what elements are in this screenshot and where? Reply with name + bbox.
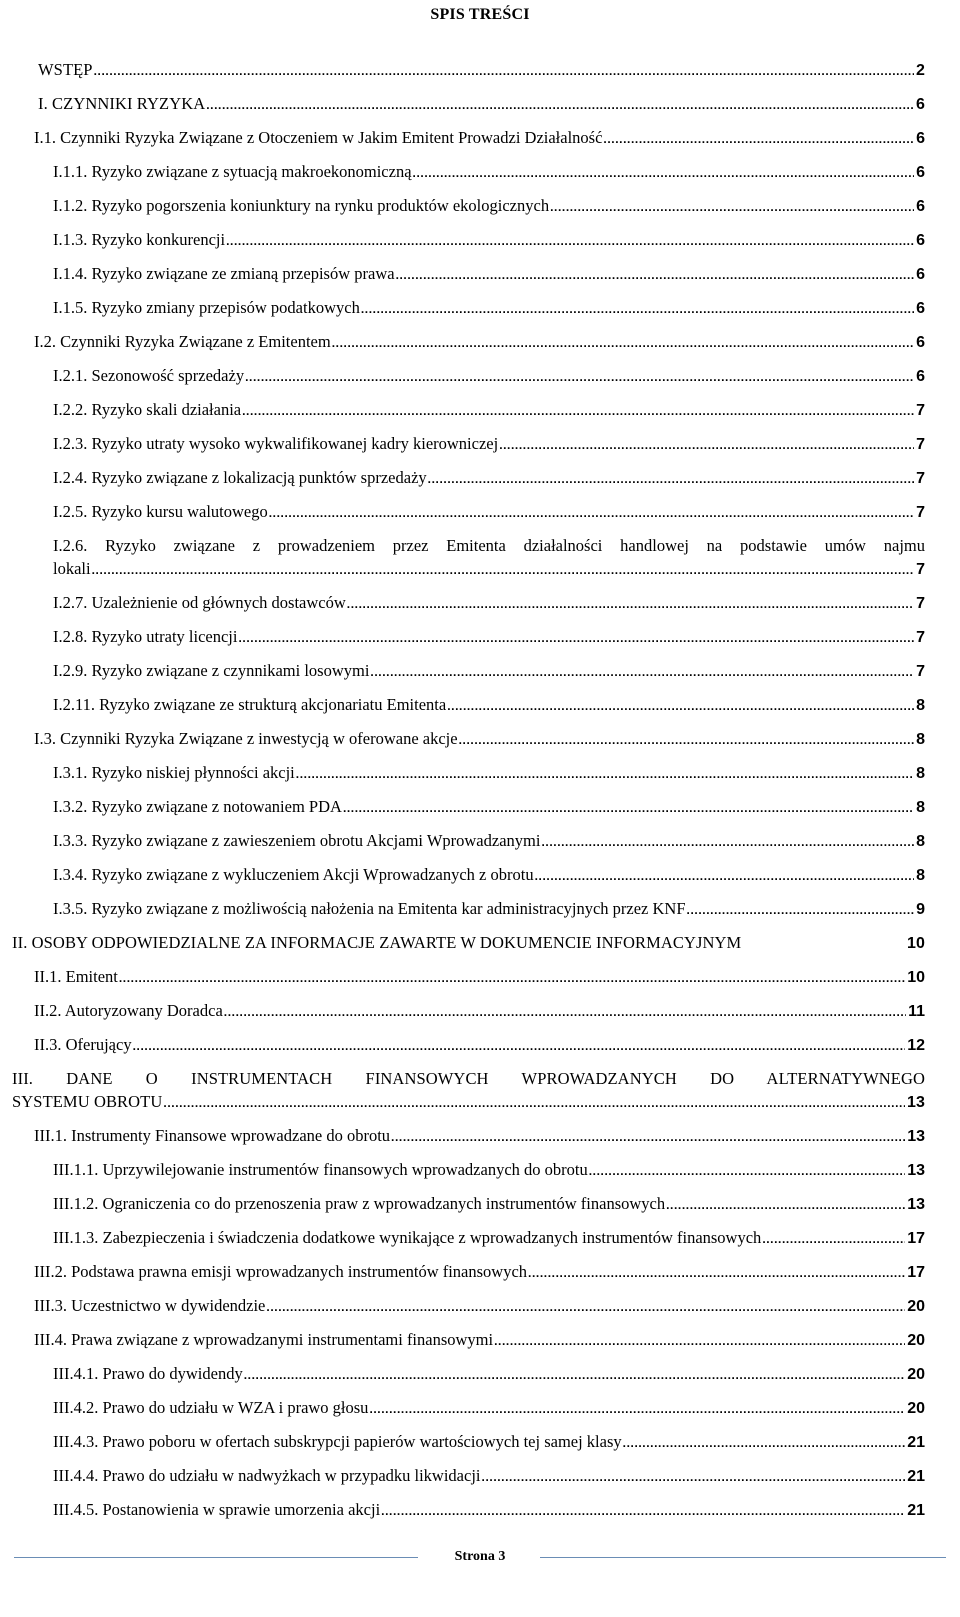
toc-entry-page: 13 xyxy=(907,1094,925,1111)
toc-entry[interactable] xyxy=(53,296,925,321)
dot-leader xyxy=(226,230,914,253)
toc-entry[interactable] xyxy=(34,1294,925,1319)
toc-entry-label-cont: lokali xyxy=(53,559,91,578)
toc-entry-page: 7 xyxy=(916,595,925,612)
toc-entry-label: I.3.2. Ryzyko związane z notowaniem PDA xyxy=(53,797,342,816)
toc-entry-label: I.1. Czynniki Ryzyka Związane z Otoczeniem w Jakim Emitent Prowadzi Działalność xyxy=(34,128,603,147)
toc-entry-label: III. DANE O INSTRUMENTACH FINANSOWYCH WPROWADZANYCH DO ALTERNATYWNEGO xyxy=(12,1069,925,1088)
toc-entry[interactable] xyxy=(34,126,925,151)
dot-leader xyxy=(482,1466,906,1489)
toc-entry-label: III.1. Instrumenty Finansowe wprowadzane do obrotu xyxy=(34,1126,391,1145)
toc-entry[interactable] xyxy=(34,1033,925,1058)
dot-leader xyxy=(535,865,915,888)
toc-entry-label: I.3.5. Ryzyko związane z możliwością nałożenia na Emitenta kar administracyjnych przez KNF xyxy=(53,899,686,918)
dot-leader xyxy=(94,60,914,83)
dot-leader xyxy=(369,1398,905,1421)
toc-entry-label: I.2.5. Ryzyko kursu walutowego xyxy=(53,502,268,521)
toc-entry-page: 8 xyxy=(916,731,925,748)
toc-entry-page: 13 xyxy=(907,1162,925,1179)
toc-entry-page: 8 xyxy=(916,799,925,816)
toc-entry[interactable] xyxy=(53,1158,925,1183)
toc-entry-label: I.2.2. Ryzyko skali działania xyxy=(53,400,242,419)
dot-leader xyxy=(499,434,914,457)
toc-entry-page: 8 xyxy=(916,765,925,782)
dot-leader xyxy=(370,661,914,684)
toc-entry-page: 12 xyxy=(907,1037,925,1054)
toc-entry[interactable] xyxy=(53,863,925,888)
dot-leader xyxy=(347,593,914,616)
toc-entry-label: I.1.1. Ryzyko związane z sytuacją makroekonomiczną xyxy=(53,162,412,181)
toc-entry-label: III.4.3. Prawo poboru w ofertach subskrypcji papierów wartościowych tej samej klasy xyxy=(53,1432,622,1451)
dot-leader xyxy=(528,1262,905,1285)
toc-entry-page: 6 xyxy=(916,164,925,181)
toc-entry-page: 7 xyxy=(916,629,925,646)
toc-entry-label: I.1.4. Ryzyko związane ze zmianą przepisów prawa xyxy=(53,264,395,283)
toc-entry-label: III.4. Prawa związane z wprowadzanymi instrumentami finansowymi xyxy=(34,1330,494,1349)
dot-leader xyxy=(269,502,914,525)
toc-entry-label: I.1.2. Ryzyko pogorszenia koniunktury na rynku produktów ekologicznych xyxy=(53,196,550,215)
toc-entry[interactable] xyxy=(53,160,925,185)
dot-leader xyxy=(550,196,914,219)
toc-entry-page: 7 xyxy=(916,436,925,453)
toc-entry-label: III.4.2. Prawo do udziału w WZA i prawo głosu xyxy=(53,1398,369,1417)
dot-leader xyxy=(494,1330,905,1353)
toc-entry-label: I.3.4. Ryzyko związane z wykluczeniem Akcji Wprowadzanych z obrotu xyxy=(53,865,534,884)
toc-entry-page: 7 xyxy=(916,561,925,578)
toc-entry[interactable] xyxy=(53,1498,925,1523)
toc-entry-page: 21 xyxy=(907,1468,925,1485)
toc-entry-page: 13 xyxy=(907,1128,925,1145)
toc-entry[interactable] xyxy=(53,591,925,616)
dot-leader xyxy=(92,559,915,582)
toc-entry-label: I.2.6. Ryzyko związane z prowadzeniem przez Emitenta działalności handlowej na podstawie umów najmu xyxy=(53,536,925,555)
dot-leader xyxy=(459,729,915,752)
toc-entry[interactable] xyxy=(53,795,925,820)
toc-entry[interactable] xyxy=(53,432,925,457)
toc-entry[interactable] xyxy=(53,466,925,491)
toc-entry-label: I.2.3. Ryzyko utraty wysoko wykwalifikowanej kadry kierowniczej xyxy=(53,434,499,453)
toc-entry-page: 11 xyxy=(908,1003,925,1020)
toc-entry-page: 20 xyxy=(907,1400,925,1417)
dot-leader xyxy=(381,1500,905,1523)
toc-entry-label: III.4.4. Prawo do udziału w nadwyżkach w przypadku likwidacji xyxy=(53,1466,481,1485)
toc-entry-continuation xyxy=(12,1090,925,1115)
toc-entry-page: 10 xyxy=(907,969,925,986)
toc-entry-label: I.2.7. Uzależnienie od głównych dostawców xyxy=(53,593,346,612)
dot-leader xyxy=(242,400,914,423)
toc-entry[interactable] xyxy=(53,1464,925,1489)
dot-leader xyxy=(244,1364,905,1387)
toc-entry-label: WSTĘP xyxy=(38,60,93,79)
toc-title: SPIS TREŚCI xyxy=(430,6,530,23)
toc-entry[interactable] xyxy=(53,228,925,253)
toc-entry-page: 20 xyxy=(907,1366,925,1383)
toc-entry-label: I.2.8. Ryzyko utraty licencji xyxy=(53,627,238,646)
toc-entry[interactable] xyxy=(38,58,925,83)
dot-leader xyxy=(343,797,914,820)
toc-entry[interactable] xyxy=(34,999,925,1024)
toc-entry[interactable] xyxy=(34,727,925,752)
dot-leader xyxy=(391,1126,905,1149)
toc-entry-page: 17 xyxy=(907,1230,925,1247)
toc-entry[interactable] xyxy=(53,625,925,650)
dot-leader xyxy=(413,162,915,185)
toc-entry-label: II.1. Emitent xyxy=(34,967,118,986)
toc-entry-label: I.2.11. Ryzyko związane ze strukturą akcjonariatu Emitenta xyxy=(53,695,447,714)
toc-entry-page: 13 xyxy=(907,1196,925,1213)
toc-entry[interactable] xyxy=(53,534,925,582)
toc-entry-page: 6 xyxy=(916,130,925,147)
toc-entry[interactable] xyxy=(53,897,925,922)
toc-entry[interactable] xyxy=(53,1396,925,1421)
dot-leader xyxy=(245,366,914,389)
toc-entry-label: I.3.1. Ryzyko niskiej płynności akcji xyxy=(53,763,295,782)
toc-entry[interactable] xyxy=(53,364,925,389)
toc-entry-label: II.3. Oferujący xyxy=(34,1035,132,1054)
dot-leader xyxy=(133,1035,906,1058)
toc-entry-label: III.4.1. Prawo do dywidendy xyxy=(53,1364,243,1383)
dot-leader xyxy=(163,1092,905,1115)
dot-leader xyxy=(687,899,915,922)
dot-leader xyxy=(603,128,914,151)
toc-entry-page: 6 xyxy=(916,368,925,385)
toc-entry[interactable] xyxy=(34,1260,925,1285)
toc-entry[interactable] xyxy=(53,761,925,786)
dot-leader xyxy=(206,94,914,117)
dot-leader xyxy=(428,468,914,491)
toc-entry-page: 8 xyxy=(916,833,925,850)
toc-entry-page: 10 xyxy=(907,935,925,952)
toc-entry-page: 17 xyxy=(907,1264,925,1281)
toc-entry-page: 6 xyxy=(916,232,925,249)
toc-entry-continuation xyxy=(53,557,925,582)
toc-entry[interactable] xyxy=(53,659,925,684)
toc-entry[interactable] xyxy=(53,262,925,287)
toc-entry-page: 6 xyxy=(916,300,925,317)
toc-entry[interactable] xyxy=(38,92,925,117)
toc-entry-label: III.1.3. Zabezpieczenia i świadczenia dodatkowe wynikające z wprowadzanych instrumentów finansowych xyxy=(53,1228,762,1247)
dot-leader xyxy=(623,1432,906,1455)
toc-entry-label: I.3. Czynniki Ryzyka Związane z inwestycją w oferowane akcje xyxy=(34,729,458,748)
toc-entry-label: I.2.4. Ryzyko związane z lokalizacją punktów sprzedaży xyxy=(53,468,427,487)
dot-leader xyxy=(396,264,915,287)
toc-entry[interactable] xyxy=(53,693,925,718)
toc-entry-page: 8 xyxy=(916,697,925,714)
dot-leader xyxy=(666,1194,905,1217)
dot-leader xyxy=(224,1001,906,1024)
toc-entry[interactable] xyxy=(53,500,925,525)
toc-entry[interactable] xyxy=(53,829,925,854)
dot-leader xyxy=(332,332,914,355)
toc-entry-label: III.2. Podstawa prawna emisji wprowadzanych instrumentów finansowych xyxy=(34,1262,528,1281)
dot-leader xyxy=(119,967,905,990)
dot-leader xyxy=(589,1160,905,1183)
toc-entry[interactable] xyxy=(53,1192,925,1217)
toc-entry-label: III.1.2. Ograniczenia co do przenoszenia praw z wprowadzanych instrumentów finansowych xyxy=(53,1194,666,1213)
toc-entry[interactable] xyxy=(12,931,925,956)
toc-entry-label-cont: SYSTEMU OBROTU xyxy=(12,1092,163,1111)
toc-entry-page: 21 xyxy=(907,1434,925,1451)
dot-leader xyxy=(296,763,914,786)
toc-entry[interactable] xyxy=(53,194,925,219)
toc-entry-page: 6 xyxy=(916,266,925,283)
toc-entry[interactable] xyxy=(53,398,925,423)
toc-entry-label: I.3.3. Ryzyko związane z zawieszeniem obrotu Akcjami Wprowadzanymi xyxy=(53,831,541,850)
dot-leader xyxy=(361,298,914,321)
toc-entry-label: I.2.1. Sezonowość sprzedaży xyxy=(53,366,245,385)
toc-entry-page: 21 xyxy=(907,1502,925,1519)
toc-entry-page: 7 xyxy=(916,470,925,487)
dot-leader xyxy=(447,695,914,718)
toc-entry-label: I.1.3. Ryzyko konkurencji xyxy=(53,230,226,249)
toc-entry-label: III.1.1. Uprzywilejowanie instrumentów finansowych wprowadzanych do obrotu xyxy=(53,1160,588,1179)
toc-entry-page: 7 xyxy=(916,504,925,521)
toc-entry-page: 7 xyxy=(916,663,925,680)
toc-entry[interactable] xyxy=(53,1430,925,1455)
toc-entry-label: III.4.5. Postanowienia w sprawie umorzenia akcji xyxy=(53,1500,381,1519)
toc-entry-page: 6 xyxy=(916,334,925,351)
page-number: Strona 3 xyxy=(454,1549,506,1564)
toc-entry-page: 7 xyxy=(916,402,925,419)
toc-entry[interactable] xyxy=(53,1226,925,1251)
toc-entry-page: 20 xyxy=(907,1298,925,1315)
toc-entry[interactable] xyxy=(34,330,925,355)
toc-entry-label: II. OSOBY ODPOWIEDZIALNE ZA INFORMACJE ZAWARTE W DOKUMENCIE INFORMACYJNYM xyxy=(12,933,742,952)
toc-entry-page: 2 xyxy=(916,62,925,79)
dot-leader xyxy=(238,627,914,650)
toc-entry-label: I.2.9. Ryzyko związane z czynnikami losowymi xyxy=(53,661,370,680)
toc-entry-page: 20 xyxy=(907,1332,925,1349)
toc-entry[interactable] xyxy=(12,1067,925,1115)
dot-leader xyxy=(266,1296,905,1319)
dot-leader xyxy=(762,1228,905,1251)
toc-entry-page: 6 xyxy=(916,96,925,113)
toc-entry-page: 9 xyxy=(916,901,925,918)
dot-leader xyxy=(541,831,914,854)
toc-entry-label: I.2. Czynniki Ryzyka Związane z Emitentem xyxy=(34,332,331,351)
toc-entry-page: 8 xyxy=(916,867,925,884)
toc-entry-label: II.2. Autoryzowany Doradca xyxy=(34,1001,223,1020)
toc-entry-label: I. CZYNNIKI RYZYKA xyxy=(38,94,206,113)
toc-entry[interactable] xyxy=(34,1328,925,1353)
toc-entry-page: 6 xyxy=(916,198,925,215)
toc-entry[interactable] xyxy=(34,1124,925,1149)
toc-entry[interactable] xyxy=(53,1362,925,1387)
toc-entry-label: III.3. Uczestnictwo w dywidendzie xyxy=(34,1296,266,1315)
toc-entry[interactable] xyxy=(34,965,925,990)
toc-entry-label: I.1.5. Ryzyko zmiany przepisów podatkowych xyxy=(53,298,360,317)
